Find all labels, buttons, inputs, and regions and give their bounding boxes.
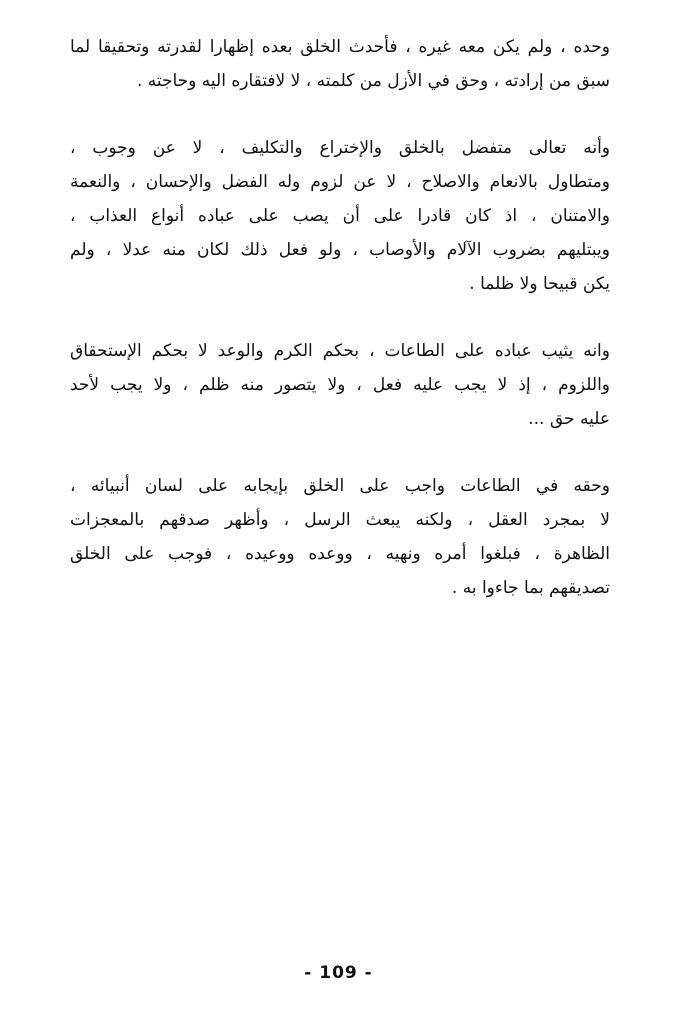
text-line: وانه يثيب عباده على الطاعات ، بحكم الكرم والوعد لا بحكم الإستحقاق (70, 341, 610, 361)
text-line: ويبتليهم بضروب الآلام والأوصاب ، ولو فعل ذلك لكان منه عدلا ، ولم (70, 240, 610, 260)
paragraph-4 (70, 469, 610, 605)
text-line: يكن قبيحا ولا ظلما . (469, 274, 610, 294)
text-line: وحقه في الطاعات واجب على الخلق بإيجابه على لسان أنبيائه ، (70, 476, 610, 496)
page-number: - 109 - (304, 963, 373, 983)
text-line: سبق من إرادته ، وحق في الأزل من كلمته ، لا لافتقاره اليه وحاجته . (136, 71, 610, 91)
text-line: واللزوم ، إذ لا يجب عليه فعل ، ولا يتصور منه ظلم ، ولا يجب لأحد (70, 375, 610, 395)
text-line: تصديقهم بما جاءوا به . (451, 578, 610, 598)
text-line: عليه حق ... (528, 409, 610, 429)
text-line: وأنه تعالى متفضل بالخلق والإختراع والتكليف ، لا عن وجوب ، (70, 138, 610, 158)
text-line: والامتنان ، اذ كان قادرا على أن يصب على عباده أنواع العذاب ، (70, 206, 610, 226)
page-body (70, 30, 610, 638)
text-line: ومتطاول بالانعام والاصلاح ، لا عن لزوم وله الفضل والإحسان ، والنعمة (70, 172, 610, 192)
text-line: لا بمجرد العقل ، ولكنه يبعث الرسل ، وأظهر صدقهم بالمعجزات (70, 510, 610, 530)
paragraph-2 (70, 131, 610, 301)
text-line: وحده ، ولم يكن معه غيره ، فأحدث الخلق بعده إظهارا لقدرته وتحقيقا لما (70, 37, 610, 57)
text-line: الظاهرة ، فبلغوا أمره ونهيه ، ووعده ووعيده ، فوجب على الخلق (70, 544, 610, 564)
paragraph-1 (70, 30, 610, 98)
paragraph-3 (70, 334, 610, 436)
